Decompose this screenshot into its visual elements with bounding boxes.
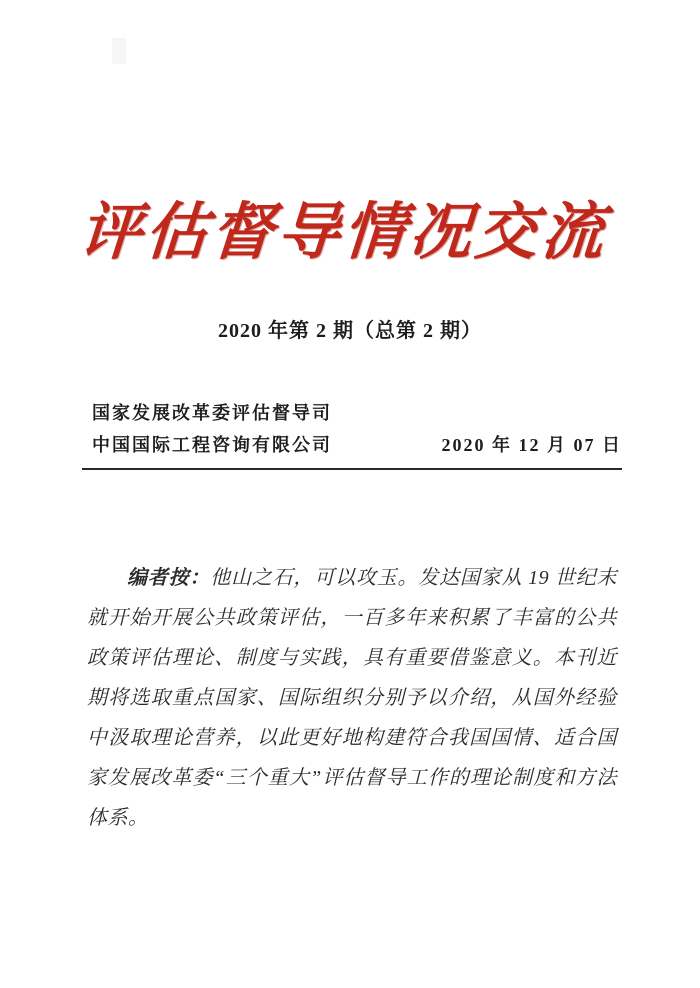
publisher-block <box>92 397 622 461</box>
issue-line: 2020 年第 2 期（总第 2 期） <box>218 319 482 342</box>
issue-date: 2020 年 12 月 07 日 <box>441 434 622 455</box>
publisher-row-1 <box>92 397 622 429</box>
header-divider <box>82 468 622 470</box>
editor-note-body: 他山之石，可以攻玉。发达国家从 19 世纪末就开始开展公共政策评估，一百多年来积累了丰富的公共政策评估理论、制度与实践，具有重要借鉴意义。本刊近期将选取重点国家、国际组织分别予以介绍，从国外经验中汲取理论营养，以此更好地构建符合我国国情、适合国家发展改革委“三个重大”评估督导工作的理论制度和方法体系。 <box>87 566 618 829</box>
publisher-line-1: 国家发展改革委评估督导司 <box>92 402 332 423</box>
editor-note <box>87 558 617 838</box>
publisher-line-2: 中国国际工程咨询有限公司 <box>92 434 332 455</box>
publisher-row-2 <box>92 429 622 461</box>
publication-title: 评估督导情况交流 <box>76 199 610 267</box>
editor-note-label: 编者按： <box>127 566 211 589</box>
